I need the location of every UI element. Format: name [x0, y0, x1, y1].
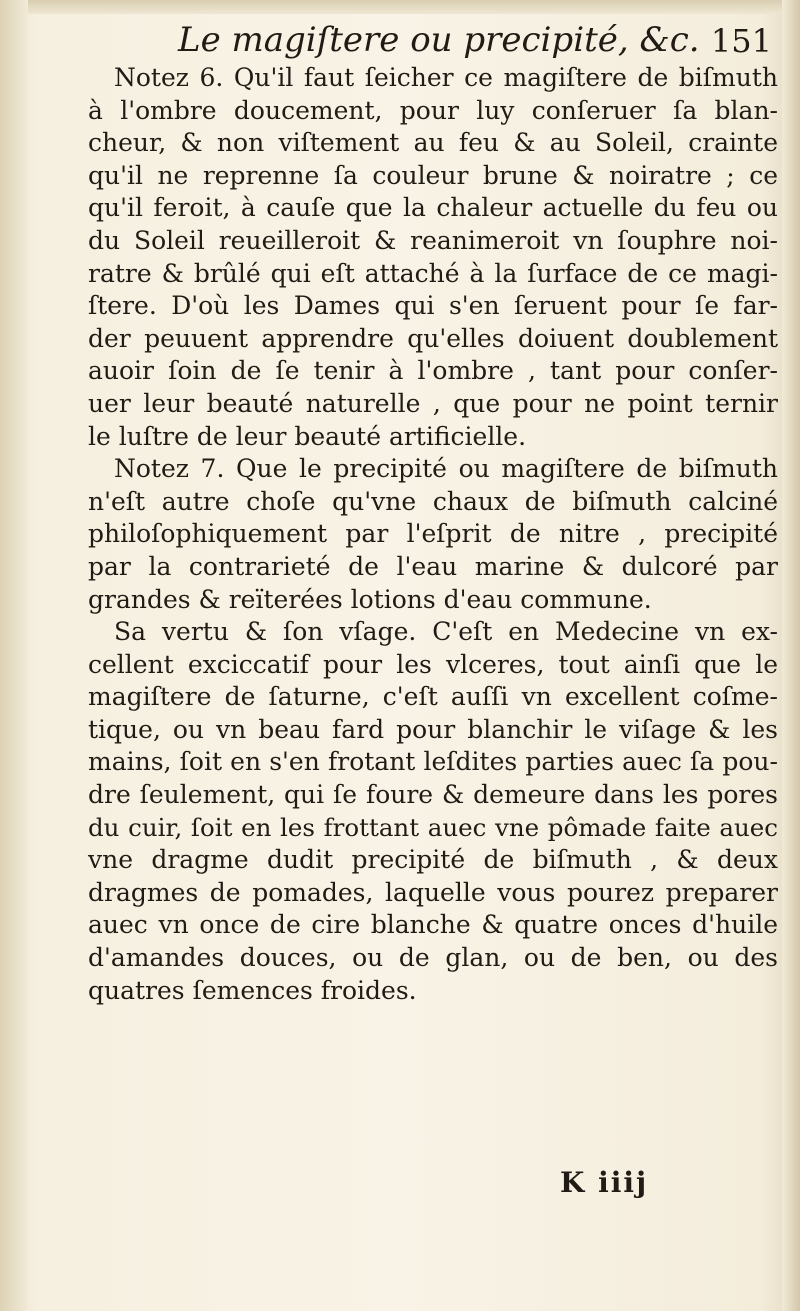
paragraph-notez-7: [88, 453, 778, 616]
text-line: ſtere. D'où les Dames qui s'en ſeruent pour ſe far-: [88, 291, 778, 321]
paragraph-vertu-vsage: [88, 616, 778, 1007]
text-line: grandes & reïterées lotions d'eau commune.: [88, 584, 652, 614]
text-line: der peuuent apprendre qu'elles doiuent doublement: [88, 323, 778, 353]
text-line: mains, ſoit en s'en frotant leſdites parties auec ſa pou-: [88, 747, 778, 777]
text-line: tique, ou vn beau fard pour blanchir le viſage & les: [88, 714, 778, 744]
text-line: par la contrarieté de l'eau marine & dulcoré par: [88, 551, 778, 581]
text-line: qu'il feroit, à cauſe que la chaleur actuelle du feu ou: [88, 193, 778, 223]
text-line: du Soleil reueilleroit & reanimeroit vn ſouphre noi-: [88, 225, 778, 255]
page-top-edge: [0, 0, 800, 14]
page-header: [88, 14, 778, 62]
page-right-edge: [782, 0, 800, 1311]
running-title: Le magiſtere ou precipité, &c.: [178, 20, 700, 60]
text-line: cellent exciccatif pour les vlceres, tout ainſi que le: [88, 649, 778, 679]
text-line: quatres ſemences froides.: [88, 975, 417, 1005]
text-line: Notez 7. Que le precipité ou magiſtere de biſmuth: [114, 454, 778, 484]
text-line: auec vn once de cire blanche & quatre onces d'huile: [88, 910, 778, 940]
text-line: dragmes de pomades, laquelle vous pourez preparer: [88, 877, 778, 907]
text-line: d'amandes douces, ou de glan, ou de ben, ou des: [88, 943, 778, 973]
text-line: ratre & brûlé qui eſt attaché à la ſurface de ce magi-: [88, 258, 778, 288]
page-gutter-shadow: [0, 0, 28, 1311]
text-line: magiſtere de ſaturne, c'eſt auſſi vn excellent coſme-: [88, 682, 778, 712]
text-line: philoſophiquement par l'eſprit de nitre , precipité: [88, 519, 778, 549]
text-line: auoir ſoin de ſe tenir à l'ombre , tant pour conſer-: [88, 356, 778, 386]
text-line: uer leur beauté naturelle , que pour ne point ternir: [88, 388, 778, 418]
text-line: n'eſt autre choſe qu'vne chaux de biſmuth calciné: [88, 486, 778, 516]
signature-mark: K iiij: [560, 1166, 649, 1199]
page-number: 151: [710, 22, 772, 60]
text-line: cheur, & non viſtement au feu & au Soleil, crainte: [88, 128, 778, 158]
text-line: à l'ombre doucement, pour luy conſeruer ſa blan-: [88, 95, 778, 125]
text-line: Notez 6. Qu'il faut ſeicher ce magiſtere de biſmuth: [114, 63, 778, 92]
text-line: qu'il ne reprenne ſa couleur brune & noiratre ; ce: [88, 160, 778, 190]
text-line: Sa vertu & ſon vſage. C'eſt en Medecine vn ex-: [114, 617, 778, 647]
body-text: [88, 62, 778, 1007]
text-line: dre ſeulement, qui ſe foure & demeure dans les pores: [88, 780, 778, 810]
text-line: du cuir, ſoit en les frottant auec vne pômade faite auec: [88, 812, 778, 842]
text-line: vne dragme dudit precipité de biſmuth , & deux: [88, 845, 778, 875]
paragraph-notez-6: [88, 62, 778, 453]
text-line: le luſtre de leur beauté artificielle.: [88, 421, 527, 451]
